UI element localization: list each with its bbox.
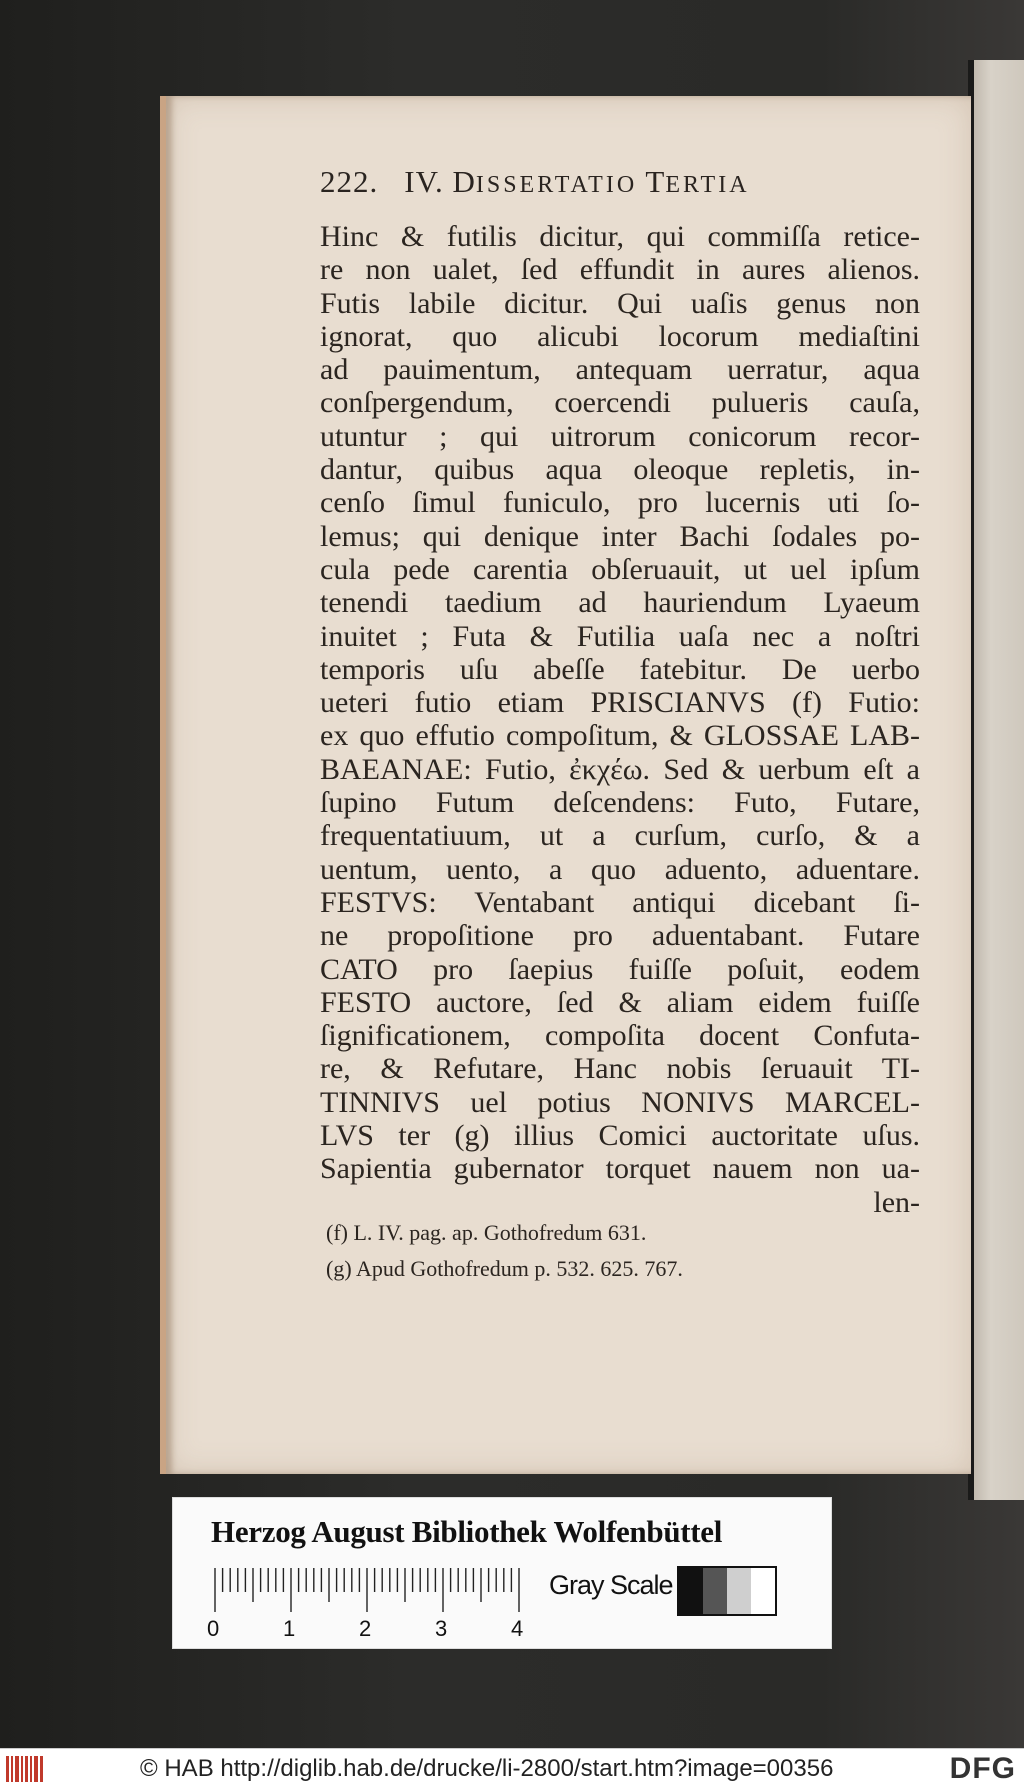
- text-line: TINNIVS uel potius NONIVS MARCEL-: [320, 1085, 920, 1119]
- catchword: len-: [873, 1185, 920, 1219]
- running-head: 222. IV. DISSERTATIO TERTIA: [320, 164, 750, 199]
- text-line: CATO pro ſaepius fuiſſe poſuit, eodem: [320, 952, 920, 986]
- text-line: LVS ter (g) illius Comici auctoritate uſus.: [320, 1119, 920, 1153]
- copyright-link[interactable]: © HAB http://diglib.hab.de/drucke/li-2800/start.htm?image=00356: [140, 1755, 834, 1782]
- book-page: [160, 96, 971, 1474]
- text-line: ueteri futio etiam PRISCIANVS (f) Futio:: [320, 686, 920, 720]
- text-line: ſupino Futum deſcendens: Futo, Futare,: [320, 786, 920, 820]
- text-line: BAEANAE: Futio, ἐκχέω. Sed & uerbum eſt a: [320, 752, 920, 786]
- library-title: Herzog August Bibliothek Wolfenbüttel: [211, 1514, 723, 1549]
- text-line: Hinc & futilis dicitur, qui commiſſa retice-: [320, 220, 920, 253]
- facing-page-edge: [968, 60, 1024, 1500]
- gray-scale-label: Gray Scale: [549, 1570, 673, 1600]
- gray-patch: [703, 1568, 727, 1614]
- text-line: FESTVS: Ventabant antiqui dicebant ſi-: [320, 885, 920, 919]
- text-line: dantur, quibus aqua oleoque repletis, in-: [320, 453, 920, 487]
- ruler-icon: [213, 1568, 523, 1612]
- text-line: tenendi taedium ad hauriendum Lyaeum: [320, 586, 920, 620]
- barcode-icon: [6, 1756, 44, 1782]
- text-line: FESTO auctore, ſed & aliam eidem fuiſſe: [320, 985, 920, 1019]
- text-line: Futis labile dicitur. Qui uaſis genus non: [320, 286, 920, 320]
- ruler-number: 1: [283, 1616, 296, 1641]
- text-line: re, & Refutare, Hanc nobis ſeruauit TI-: [320, 1052, 920, 1086]
- text-line: re non ualet, ſed effundit in aures alienos.: [320, 253, 920, 287]
- gray-patch: [751, 1568, 775, 1614]
- text-line: ex quo effutio compoſitum, & GLOSSAE LAB-: [320, 719, 920, 753]
- color-calibration-card: [172, 1497, 832, 1649]
- text-line: ad pauimentum, antequam uerratur, aqua: [320, 353, 920, 387]
- text-line: ne propoſitione pro aduentabant. Futare: [320, 919, 920, 953]
- ruler-numbers: [207, 1616, 527, 1640]
- ruler-number: 0: [207, 1616, 220, 1641]
- footnote-f: (f) L. IV. pag. ap. Gothofredum 631.: [326, 1220, 647, 1245]
- ruler-number: 4: [511, 1616, 524, 1641]
- text-line: frequentatiuum, ut a curſum, curſo, & a: [320, 819, 920, 853]
- text-line: lemus; qui denique inter Bachi ſodales po-: [320, 519, 920, 553]
- text-line: inuitet ; Futa & Futilia uaſa nec a noſtri: [320, 619, 920, 653]
- page-number: 222.: [320, 164, 379, 199]
- text-line: utuntur ; qui uitrorum conicorum recor-: [320, 419, 920, 453]
- dfg-logo: DFG: [949, 1752, 1016, 1785]
- gray-patch: [679, 1568, 703, 1614]
- body-text: [320, 220, 920, 1219]
- footer-bar: [0, 1748, 1024, 1790]
- footnote-g: (g) Apud Gothofredum p. 532. 625. 767.: [326, 1256, 683, 1281]
- text-line: temporis uſu abeſſe fatebitur. De uerbo: [320, 652, 920, 686]
- ruler-number: 2: [359, 1616, 372, 1641]
- text-line: cula pede carentia obſeruauit, ut uel ipſum: [320, 552, 920, 586]
- text-line: cenſo ſimul funiculo, pro lucernis uti ſo-: [320, 486, 920, 520]
- text-line: ſignificationem, compoſita docent Confuta-: [320, 1019, 920, 1053]
- gray-scale-patches: [677, 1566, 777, 1616]
- gray-patch: [727, 1568, 751, 1614]
- text-line: ignorat, quo alicubi locorum mediaſtini: [320, 319, 920, 353]
- ruler-number: 3: [435, 1616, 448, 1641]
- text-line: uentum, uento, a quo aduento, aduentare.: [320, 852, 920, 886]
- text-line: Sapientia gubernator torquet nauem non ua-: [320, 1152, 920, 1186]
- text-line: conſpergendum, coercendi pulueris cauſa,: [320, 386, 920, 420]
